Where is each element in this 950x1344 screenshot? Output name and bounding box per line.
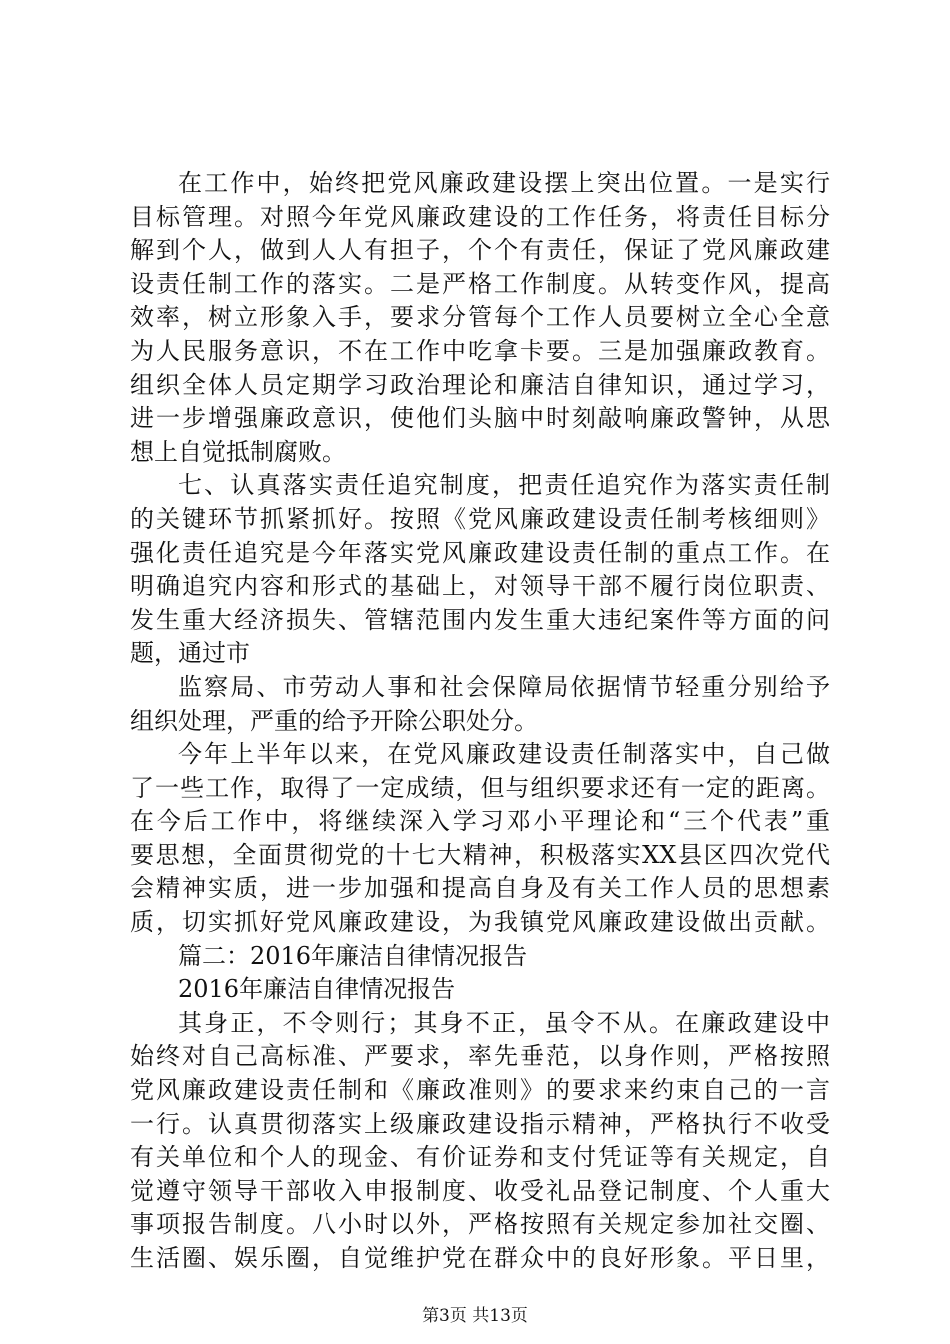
text-line: 其身正，不令则行；其身不正，虽令不从。在廉政建设中 [178,1008,830,1037]
text-line: 生活圈、娱乐圈，自觉维护党在群众中的良好形象。平日里， [130,1244,830,1272]
text-line: 在工作中，始终把党风廉政建设摆上突出位置。一是实行 [178,169,830,197]
text-line: 党风廉政建设责任制和《廉政准则》的要求来约束自己的一言 [130,1076,830,1105]
text-line: 设责任制工作的落实。二是严格工作制度。从转变作风，提高 [130,269,830,298]
text-line: 始终对自己高标准、严要求，率先垂范，以身作则，严格按照 [130,1042,830,1071]
text-line: 目标管理。对照今年党风廉政建设的工作任务，将责任目标分 [130,202,830,231]
text-line: 为人民服务意识，不在工作中吃拿卡要。三是加强廉政教育。 [130,336,830,365]
text-line: 发生重大经济损失、管辖范围内发生重大违纪案件等方面的问 [130,605,830,634]
text-line: 组织全体人员定期学习政治理论和廉洁自律知识，通过学习， [130,370,830,399]
text-line: 今年上半年以来，在党风廉政建设责任制落实中，自己做 [178,740,830,769]
text-line: 组织处理，严重的给予开除公职处分。 [130,706,538,735]
text-line: 解到个人，做到人人有担子，个个有责任，保证了党风廉政建 [130,236,830,265]
text-line: 一行。认真贯彻落实上级廉政建设指示精神，严格执行不收受 [130,1109,830,1138]
text-line: 事项报告制度。八小时以外，严格按照有关规定参加社交圈、 [130,1210,830,1239]
text-line: 监察局、市劳动人事和社会保障局依据情节轻重分别给予 [178,672,830,701]
text-line: 觉遵守领导干部收入申报制度、收受礼品登记制度、个人重大 [130,1176,830,1205]
text-line: 题，通过市 [130,639,250,668]
text-line: 有关单位和个人的现金、有价证券和支付凭证等有关规定，自 [130,1143,830,1172]
text-line: 强化责任追究是今年落实党风廉政建设责任制的重点工作。在 [130,538,830,567]
text-line: 明确追究内容和形式的基础上，对领导干部不履行岗位职责、 [130,572,830,601]
text-line: 质，切实抓好党风廉政建设，为我镇党风廉政建设做出贡献。 [130,908,830,937]
text-line: 篇二：2016年廉洁自律情况报告 [178,941,528,970]
text-line: 效率，树立形象入手，要求分管每个工作人员要树立全心全意 [130,303,830,332]
page-footer: 第3页 共13页 [422,1306,528,1326]
text-line: 七、认真落实责任追究制度，把责任追究作为落实责任制 [178,471,830,500]
text-line: 进一步增强廉政意识，使他们头脑中时刻敲响廉政警钟，从思 [130,404,830,433]
text-line: 要思想，全面贯彻党的十七大精神，积极落实XX县区四次党代 [130,840,830,869]
text-line: 2016年廉洁自律情况报告 [178,975,456,1004]
document-body [130,167,830,1276]
text-line: 会精神实质，进一步加强和提高自身及有关工作人员的思想素 [130,874,830,903]
text-line: 了一些工作，取得了一定成绩，但与组织要求还有一定的距离。 [130,773,830,802]
text-line: 的关键环节抓紧抓好。按照《党风廉政建设责任制考核细则》 [130,504,830,533]
text-line: 想上自觉抵制腐败。 [130,437,346,466]
text-line: 在今后工作中，将继续深入学习邓小平理论和“三个代表”重 [130,807,830,836]
